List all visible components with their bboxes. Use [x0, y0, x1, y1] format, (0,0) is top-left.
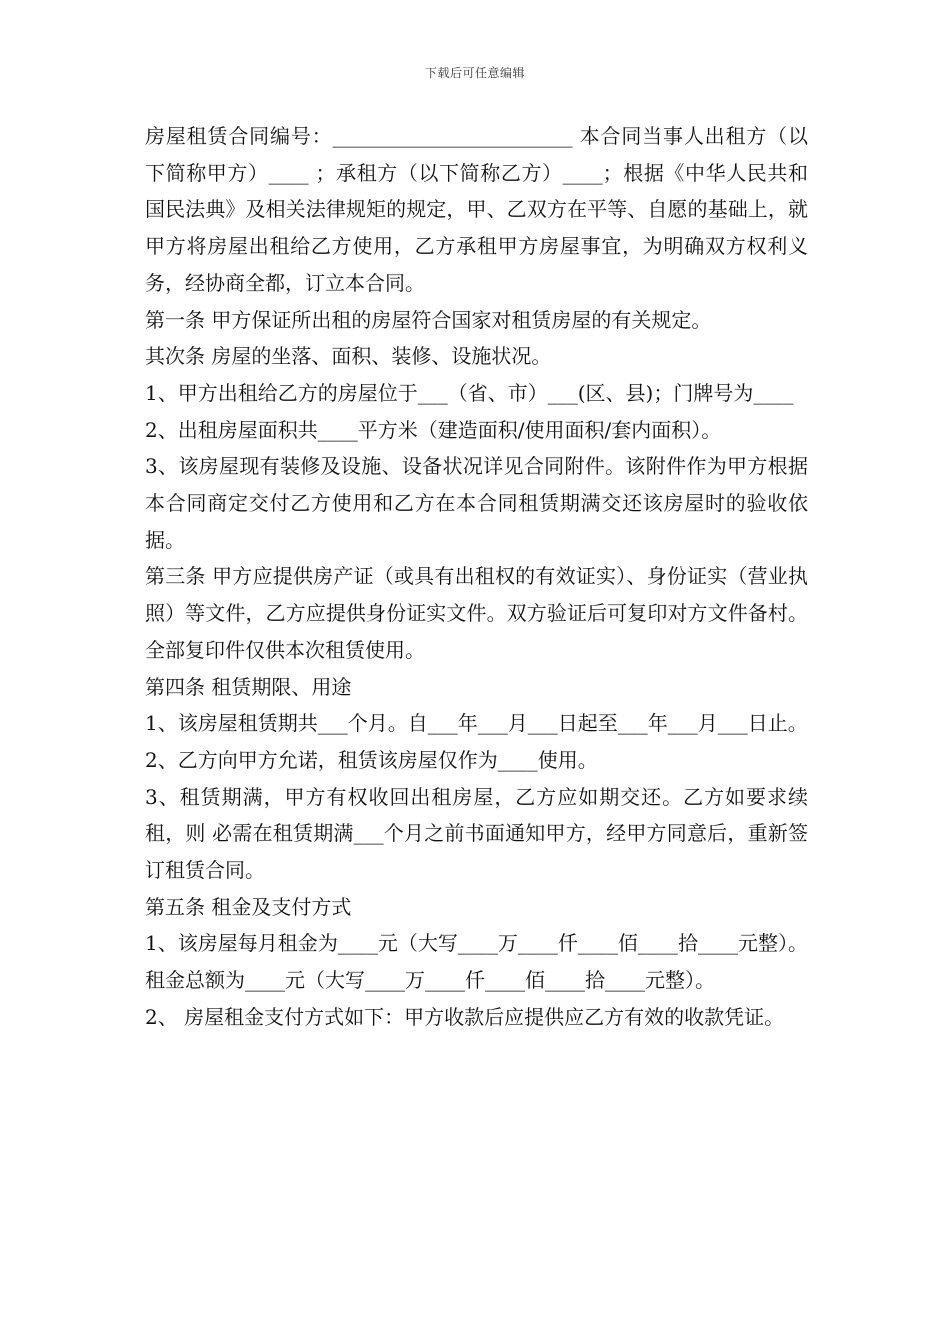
article-4-heading: 第四条 租赁期限、用途: [145, 674, 352, 699]
header-note: 下载后可任意编辑: [424, 66, 525, 80]
article-2-item-2: 2、出租房屋面积共____平方米（建造面积/使用面积/套内面积）。: [145, 417, 722, 442]
article-4-item-1: 1、该房屋租赁期共___个月。自___年___月___日起至___年___月___日止。: [145, 711, 808, 736]
article-5-heading: 第五条 租金及支付方式: [145, 894, 352, 919]
article-1: 第一条 甲方保证所出租的房屋符合国家对租赁房屋的有关规定。: [145, 307, 712, 332]
article-3: 第三条 甲方应提供房产证（或具有出租权的有效证实）、身份证实（营业执照）等文件，乙方应提供身份证实文件。双方验证后可复印对方文件备村。全部复印件仅供本次租赁使用。: [145, 564, 808, 662]
article-4-item-2: 2、乙方向甲方允诺，租赁该房屋仅作为____使用。: [145, 747, 598, 772]
article-4-item-3: 3、租赁期满，甲方有权收回出租房屋，乙方应如期交还。乙方如要求续租，则 必需在租赁期满___个月之前书面通知甲方，经甲方同意后，重新签订租赁合同。: [145, 784, 808, 883]
article-2-item-3: 3、该房屋现有装修及设施、设备状况详见合同附件。该附件作为甲方根据本合同商定交付乙方使用和乙方在本合同租赁期满交还该房屋时的验收依据。: [145, 454, 808, 552]
article-2-heading: 其次条 房屋的坐落、面积、装修、设施状况。: [145, 344, 552, 369]
intro-paragraph: 房屋租赁合同编号：________________________ 本合同当事人出租方（以下简称甲方）____ ；承租方（以下简称乙方）____；根据《中华人民共和国民法典》及相关法律规矩的规定，甲、乙双方在平等、自愿的基础上，就甲方将房屋出租给乙方使用，乙方承租甲方房屋事宜，为明确双方权利义务，经协商全都，订立本合同。: [145, 124, 808, 295]
article-5-item-2: 2、 房屋租金支付方式如下：甲方收款后应提供应乙方有效的收款凭证。: [145, 1004, 785, 1029]
contract-body: [145, 118, 808, 1036]
article-2-item-1: 1、甲方出租给乙方的房屋位于___（省、市）___(区、县)；门牌号为____: [145, 380, 794, 405]
article-5-item-1: 1、该房屋每月租金为____元（大写____万____仟____佰____拾____元整）。租金总额为____元（大写____万____仟____佰____拾____元整）。: [145, 931, 808, 993]
